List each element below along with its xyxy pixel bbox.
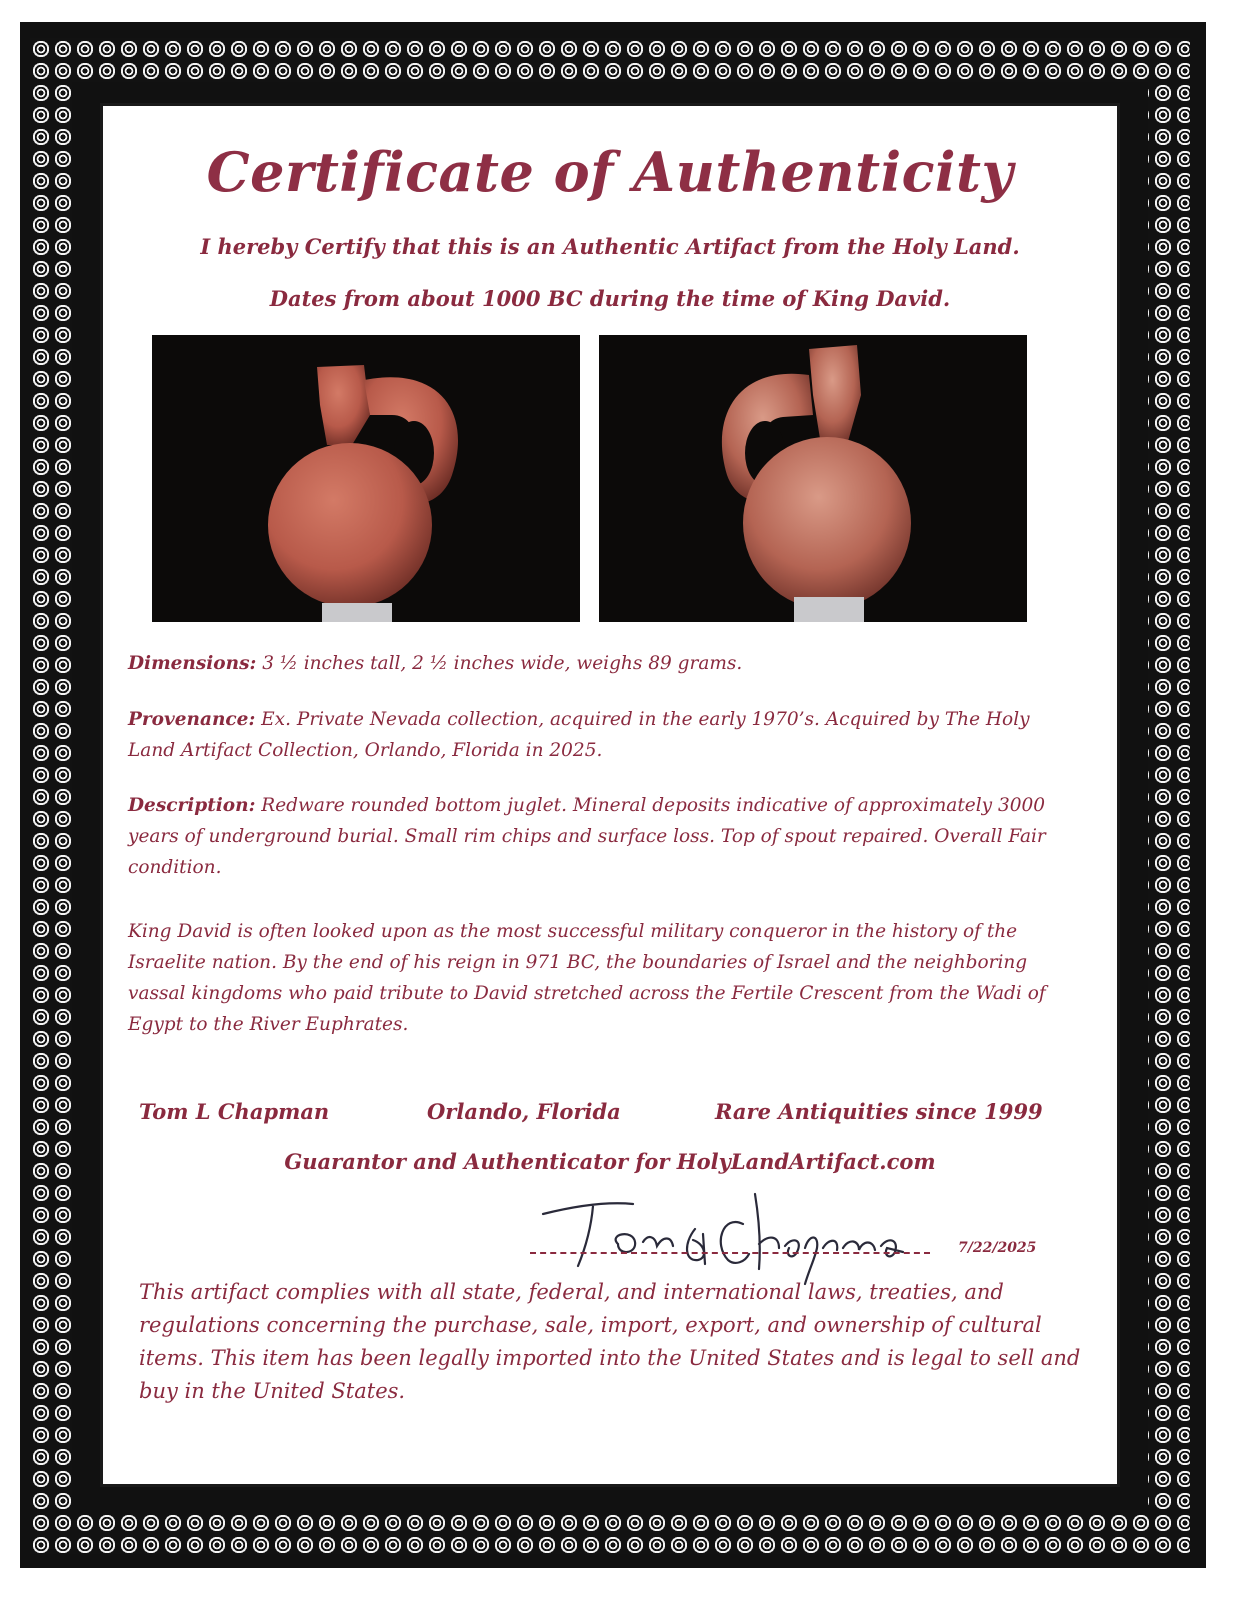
compliance-statement: This artifact complies with all state, federal, and international laws, treaties, and regulations concerning the purchase, sale, import, export, and ownership of cultural items. This item has been legally imported into the United States and is legal to sell and buy in the United States. xyxy=(139,1280,1081,1403)
provenance-value: Ex. Private Nevada collection, acquired in the early 1970’s. Acquired by The Holy Land Artifact Collection, Orlando, Florida in 2025. xyxy=(128,709,1030,761)
dating-statement: Dates from about 1000 BC during the time of King David. xyxy=(269,286,951,311)
certificate-title: Certificate of Authenticity xyxy=(206,140,1014,204)
certify-statement: I hereby Certify that this is an Authentic Artifact from the Holy Land. xyxy=(200,234,1020,259)
description-value: Redware rounded bottom juglet. Mineral deposits indicative of approximately 3000 years of underground burial. Small rim chips and surface loss. Top of spout repaired. Overall Fair condition. xyxy=(128,795,1046,878)
signer-location: Orlando, Florida xyxy=(427,1099,621,1124)
signer-name: Tom L Chapman xyxy=(139,1099,330,1124)
signature-date: 7/22/2025 xyxy=(958,1240,1037,1256)
artifact-photo-front xyxy=(152,335,580,622)
history-paragraph: King David is often looked upon as the most successful military conqueror in the history of the Israelite nation. By the end of his reign in 971 BC, the boundaries of Israel and the neighboring vassal kingdoms who paid tribute to David stretched across the Fertile Crescent from the Wadi of Egypt to the River Euphrates. xyxy=(128,921,1046,1035)
provenance-label: Provenance: xyxy=(128,709,256,730)
certificate-page xyxy=(100,103,1120,1487)
juglet-front-icon xyxy=(152,335,580,622)
description-label: Description: xyxy=(128,795,256,816)
dimensions-label: Dimensions: xyxy=(128,653,257,674)
dimensions-value: 3 ½ inches tall, 2 ½ inches wide, weighs 89 grams. xyxy=(262,653,743,674)
signer-tagline: Rare Antiquities since 1999 xyxy=(715,1099,1043,1124)
dimensions-field xyxy=(128,648,1058,679)
description-field xyxy=(128,790,1058,883)
juglet-back-icon xyxy=(599,335,1027,622)
provenance-field xyxy=(128,704,1058,766)
guarantor-line: Guarantor and Authenticator for HolyLandArtifact.com xyxy=(284,1149,936,1174)
signature-line xyxy=(530,1252,930,1254)
artifact-photo-back xyxy=(599,335,1027,622)
